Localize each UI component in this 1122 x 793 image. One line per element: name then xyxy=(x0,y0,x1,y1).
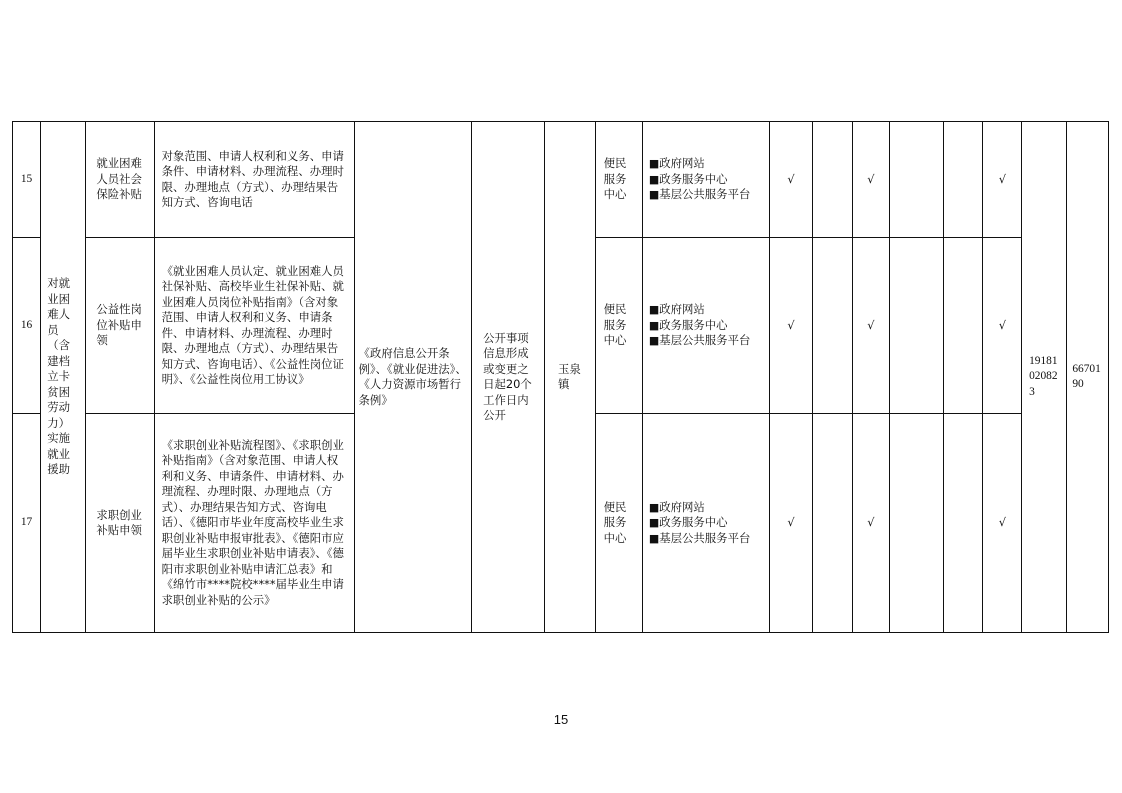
time-limit: 公开事项信息形成或变更之日起20个工作日内公开 xyxy=(472,122,545,633)
black-square-icon: ■ xyxy=(648,172,660,186)
channel-item: ■政务服务中心 xyxy=(648,515,728,530)
empty-cell xyxy=(944,238,983,414)
subject-text: 玉泉镇 xyxy=(558,361,581,391)
check-mark: √ xyxy=(852,414,889,633)
disclosure-content: 对象范围、申请人权利和义务、申请条件、申请材料、办理流程、办理时限、办理地点（方式）、办理结果告知方式、咨询电话 xyxy=(154,122,354,238)
check-mark: √ xyxy=(770,414,812,633)
category-text: 对就业困难人员（含建档立卡贫困劳动力）实施就业援助 xyxy=(47,276,71,477)
contact-phone-2: 6670190 xyxy=(1066,122,1108,633)
row-number: 17 xyxy=(13,414,41,633)
black-square-icon: ■ xyxy=(648,157,660,171)
row-number: 16 xyxy=(13,238,41,414)
channel-item: ■政务服务中心 xyxy=(648,317,728,332)
item-name: 公益性岗位补贴申领 xyxy=(86,238,154,414)
empty-cell xyxy=(812,122,852,238)
channel-item: ■政务服务中心 xyxy=(648,171,728,186)
empty-cell xyxy=(944,122,983,238)
channel-item: ■基层公共服务平台 xyxy=(648,530,751,545)
channel-item: ■基层公共服务平台 xyxy=(648,187,751,202)
row-number: 15 xyxy=(13,122,41,238)
black-square-icon: ■ xyxy=(648,188,660,202)
legal-basis: 《政府信息公开条例》、《就业促进法》、《人力资源市场暂行条例》 xyxy=(354,122,472,633)
channel-item: ■政府网站 xyxy=(648,156,705,171)
disclosure-object: 便民服务中心 xyxy=(595,414,642,633)
check-mark: √ xyxy=(770,238,812,414)
channel-list xyxy=(642,414,770,633)
empty-cell xyxy=(889,122,943,238)
item-name: 就业困难人员社会保险补贴 xyxy=(86,122,154,238)
empty-cell xyxy=(812,414,852,633)
check-mark: √ xyxy=(852,238,889,414)
check-mark: √ xyxy=(983,414,1022,633)
check-mark: √ xyxy=(983,122,1022,238)
table-row xyxy=(13,122,1109,238)
disclosure-subject xyxy=(545,122,595,633)
check-mark: √ xyxy=(983,238,1022,414)
black-square-icon: ■ xyxy=(648,516,660,530)
black-square-icon: ■ xyxy=(648,500,660,514)
empty-cell xyxy=(889,238,943,414)
channel-item: ■政府网站 xyxy=(648,302,705,317)
disclosure-content: 《就业困难人员认定、就业困难人员社保补贴、高校毕业生社保补贴、就业困难人员岗位补贴指南》（含对象范围、申请人权利和义务、申请条件、申请材料、办理流程、办理时限、办理地点（方式）、办理结果告知方式、咨询电话）、《公益性岗位证明》、《公益性岗位用工协议》 xyxy=(154,238,354,414)
check-mark: √ xyxy=(770,122,812,238)
black-square-icon: ■ xyxy=(648,334,660,348)
empty-cell xyxy=(812,238,852,414)
disclosure-object: 便民服务中心 xyxy=(595,122,642,238)
contact-phone-1: 19181020823 xyxy=(1022,122,1066,633)
disclosure-table xyxy=(12,121,1109,633)
black-square-icon: ■ xyxy=(648,531,660,545)
empty-cell xyxy=(889,414,943,633)
page-number: 15 xyxy=(553,712,569,727)
channel-item: ■政府网站 xyxy=(648,499,705,514)
empty-cell xyxy=(944,414,983,633)
item-name: 求职创业补贴申领 xyxy=(86,414,154,633)
channel-list xyxy=(642,122,770,238)
check-mark: √ xyxy=(852,122,889,238)
channel-item: ■基层公共服务平台 xyxy=(648,333,751,348)
black-square-icon: ■ xyxy=(648,318,660,332)
disclosure-object: 便民服务中心 xyxy=(595,238,642,414)
black-square-icon: ■ xyxy=(648,303,660,317)
disclosure-content: 《求职创业补贴流程图》、《求职创业补贴指南》（含对象范围、申请人权利和义务、申请条件、申请材料、办理流程、办理时限、办理地点（方式）、办理结果告知方式、咨询电话）、《德阳市毕业年度高校毕业生求职创业补贴申报审批表》、《德阳市应届毕业生求职创业补贴申请表》、《德阳市求职创业补贴申请汇总表》和《绵竹市****院校****届毕业生申请求职创业补贴的公示》 xyxy=(154,414,354,633)
channel-list xyxy=(642,238,770,414)
category-cell xyxy=(41,122,86,633)
